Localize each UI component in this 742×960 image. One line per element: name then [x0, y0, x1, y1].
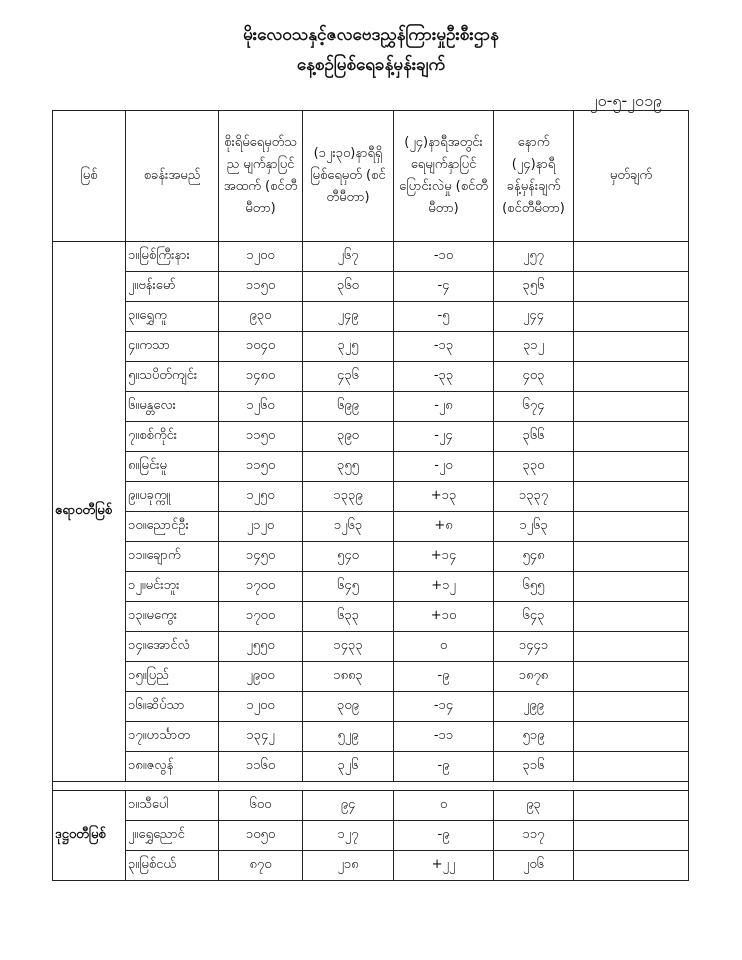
danger-level: ၂၉၀၀ — [219, 662, 303, 692]
current-level: ၆၄၅ — [303, 572, 394, 602]
remark — [574, 482, 689, 512]
remark — [574, 572, 689, 602]
table-row — [53, 851, 689, 881]
danger-level: ၁၁၆၀ — [219, 752, 303, 782]
station-name: ၁၈။ဇလွန် — [126, 752, 219, 782]
forecast-level: ၁၁၇ — [494, 821, 574, 851]
forecast-level: ၂၄၄ — [494, 302, 574, 332]
table-row — [53, 821, 689, 851]
danger-level: ၁၁၅၀ — [219, 422, 303, 452]
table-row — [53, 272, 689, 302]
level-change: +၁၀ — [394, 602, 494, 632]
table-row — [53, 242, 689, 272]
remark — [574, 692, 689, 722]
table-header-row — [53, 111, 689, 242]
level-change: ၀ — [394, 791, 494, 821]
remark — [574, 542, 689, 572]
station-name: ၁၃။မကွေး — [126, 602, 219, 632]
station-name: ၅။သပိတ်ကျင်း — [126, 362, 219, 392]
forecast-level: ၄၀၃ — [494, 362, 574, 392]
current-level: ၁၃၃၉ — [303, 482, 394, 512]
danger-level: ၁၁၅၀ — [219, 452, 303, 482]
river-name: ဒုဋ္ဌဝတီမြစ် — [53, 791, 126, 881]
table-row — [53, 572, 689, 602]
current-level: ၁၄၃၃ — [303, 632, 394, 662]
forecast-level: ၃၅၆ — [494, 272, 574, 302]
danger-level: ၂၁၂၀ — [219, 512, 303, 542]
forecast-level: ၃၆၆ — [494, 422, 574, 452]
river-level-table — [52, 110, 689, 881]
forecast-level: ၃၃၀ — [494, 452, 574, 482]
current-level: ၁၂၇ — [303, 821, 394, 851]
station-name: ၁၄။အောင်လံ — [126, 632, 219, 662]
report-title: နေ့စဉ်မြစ်ရေခန့်မှန်းချက် — [296, 55, 446, 75]
current-level: ၃၂၅ — [303, 332, 394, 362]
level-change: -၁၄ — [394, 692, 494, 722]
table-row — [53, 332, 689, 362]
forecast-level: ၆၄၃ — [494, 602, 574, 632]
header-river: မြစ် — [53, 111, 126, 242]
table-row — [53, 362, 689, 392]
current-level: ၃၂၆ — [303, 752, 394, 782]
forecast-level: ၅၁၉ — [494, 722, 574, 752]
header-station: စခန်းအမည် — [126, 111, 219, 242]
level-change: +၁၂ — [394, 572, 494, 602]
forecast-level: ၃၁၂ — [494, 332, 574, 362]
current-level: ၃၀၉ — [303, 692, 394, 722]
level-change: -၅ — [394, 302, 494, 332]
forecast-level: ၃၁၆ — [494, 752, 574, 782]
level-change: -၁၀ — [394, 242, 494, 272]
remark — [574, 242, 689, 272]
table-row — [53, 722, 689, 752]
current-level: ၂၄၉ — [303, 302, 394, 332]
current-level: ၂၆၇ — [303, 242, 394, 272]
danger-level: ၁၁၅၀ — [219, 272, 303, 302]
current-level: ၅၂၉ — [303, 722, 394, 752]
remark — [574, 632, 689, 662]
table-row — [53, 302, 689, 332]
forecast-level: ၅၄၈ — [494, 542, 574, 572]
current-level: ၄၃၆ — [303, 362, 394, 392]
level-change: -၂၈ — [394, 392, 494, 422]
remark — [574, 662, 689, 692]
header-current-level: (၁၂း၃၀)နာရီရှိ မြစ်ရေမှတ် (စင်တီမီတာ) — [303, 111, 394, 242]
remark — [574, 821, 689, 851]
report-date: ၂၀-၅-၂၀၁၉ — [589, 91, 662, 110]
remark — [574, 362, 689, 392]
level-change: -၂၀ — [394, 452, 494, 482]
remark — [574, 512, 689, 542]
danger-level: ၁၄၅၀ — [219, 542, 303, 572]
level-change: ၀ — [394, 632, 494, 662]
level-change: +၁၃ — [394, 482, 494, 512]
remark — [574, 752, 689, 782]
remark — [574, 851, 689, 881]
remark — [574, 602, 689, 632]
station-name: ၆။မန္တလေး — [126, 392, 219, 422]
station-name: ၁၂။မင်းဘူး — [126, 572, 219, 602]
danger-level: ၁၀၅၀ — [219, 821, 303, 851]
table-row — [53, 791, 689, 821]
current-level: ၁၈၈၃ — [303, 662, 394, 692]
table-row — [53, 392, 689, 422]
forecast-level: ၁၈၇၈ — [494, 662, 574, 692]
danger-level: ၂၅၅၀ — [219, 632, 303, 662]
station-name: ၁၆။ဆိပ်သာ — [126, 692, 219, 722]
station-name: ၃။မြစ်ငယ် — [126, 851, 219, 881]
station-name: ၃။ရွှေကူ — [126, 302, 219, 332]
forecast-level: ၁၂၆၃ — [494, 512, 574, 542]
level-change: -၉ — [394, 662, 494, 692]
station-name: ၂။ဗန်းမော် — [126, 272, 219, 302]
forecast-level: ၆၅၅ — [494, 572, 574, 602]
river-name: ဧရာဝတီမြစ် — [53, 242, 126, 782]
remark — [574, 791, 689, 821]
header-24h-change: (၂၄)နာရီအတွင်း ရေမျက်နှာပြင် ပြောင်းလဲမှု (စင်တီမီတာ) — [394, 111, 494, 242]
current-level: ၉၄ — [303, 791, 394, 821]
remark — [574, 452, 689, 482]
group-separator — [53, 782, 689, 791]
level-change: +၂၂ — [394, 851, 494, 881]
header-danger-level: စိုးရိမ်ရေမှတ်သည မျက်နှာပြင် အထက် (စင်တီမီတာ) — [219, 111, 303, 242]
station-name: ၁၁။ချောက် — [126, 542, 219, 572]
header-forecast: နောက် (၂၄)နာရီ ခန့်မှန်းချက် (စင်တီမီတာ) — [494, 111, 574, 242]
table-row — [53, 452, 689, 482]
station-name: ၁။မြစ်ကြီးနား — [126, 242, 219, 272]
level-change: -၁၃ — [394, 332, 494, 362]
level-change: +၁၄ — [394, 542, 494, 572]
table-row — [53, 632, 689, 662]
level-change: -၂၄ — [394, 422, 494, 452]
current-level: ၂၁၈ — [303, 851, 394, 881]
station-name: ၉။ပခုက္ကူ — [126, 482, 219, 512]
forecast-level: ၂၅၇ — [494, 242, 574, 272]
level-change: -၉ — [394, 752, 494, 782]
remark — [574, 332, 689, 362]
station-name: ၈။မြင်းမူ — [126, 452, 219, 482]
current-level: ၃၅၅ — [303, 452, 394, 482]
remark — [574, 272, 689, 302]
forecast-level: ၂၀၆ — [494, 851, 574, 881]
danger-level: ၁၂၀၀ — [219, 692, 303, 722]
table-row — [53, 422, 689, 452]
remark — [574, 392, 689, 422]
danger-level: ၆၀၀ — [219, 791, 303, 821]
forecast-level: ၁၄၄၁ — [494, 632, 574, 662]
station-name: ၁။သီပေါ — [126, 791, 219, 821]
remark — [574, 422, 689, 452]
danger-level: ၁၇၀၀ — [219, 572, 303, 602]
station-name: ၁၅။ပြည် — [126, 662, 219, 692]
station-name: ၂။ရွှေညောင် — [126, 821, 219, 851]
table-row — [53, 692, 689, 722]
level-change: +၈ — [394, 512, 494, 542]
current-level: ၁၂၆၃ — [303, 512, 394, 542]
danger-level: ၉၃၀ — [219, 302, 303, 332]
forecast-level: ၆၇၄ — [494, 392, 574, 422]
danger-level: ၁၄၈၀ — [219, 362, 303, 392]
current-level: ၆၃၃ — [303, 602, 394, 632]
danger-level: ၈၇၀ — [219, 851, 303, 881]
current-level: ၆၉၉ — [303, 392, 394, 422]
remark — [574, 722, 689, 752]
table-row — [53, 752, 689, 782]
level-change: -၄ — [394, 272, 494, 302]
table-row — [53, 662, 689, 692]
table-row — [53, 512, 689, 542]
level-change: -၉ — [394, 821, 494, 851]
table-row — [53, 482, 689, 512]
station-name: ၇။စစ်ကိုင်း — [126, 422, 219, 452]
danger-level: ၁၀၄၀ — [219, 332, 303, 362]
current-level: ၃၆၀ — [303, 272, 394, 302]
forecast-level: ၂၉၉ — [494, 692, 574, 722]
danger-level: ၁၂၅၀ — [219, 482, 303, 512]
forecast-level: ၉၃ — [494, 791, 574, 821]
current-level: ၃၉၀ — [303, 422, 394, 452]
level-change: -၁၁ — [394, 722, 494, 752]
table-row — [53, 542, 689, 572]
group-separator-cell — [53, 782, 689, 791]
header-remarks: မှတ်ချက် — [574, 111, 689, 242]
current-level: ၅၄၀ — [303, 542, 394, 572]
station-name: ၁၇။ဟင်္သာတ — [126, 722, 219, 752]
forecast-level: ၁၃၃၇ — [494, 482, 574, 512]
station-name: ၄။ကသာ — [126, 332, 219, 362]
danger-level: ၁၃၄၂ — [219, 722, 303, 752]
table-row — [53, 602, 689, 632]
remark — [574, 302, 689, 332]
level-change: -၃၃ — [394, 362, 494, 392]
danger-level: ၁၂၀၀ — [219, 242, 303, 272]
danger-level: ၁၂၆၀ — [219, 392, 303, 422]
department-title: မိုးလေဝသနှင့်ဇလဗေဒညွှန်ကြားမှုဦးစီးဌာန — [243, 25, 499, 45]
danger-level: ၁၇၀၀ — [219, 602, 303, 632]
station-name: ၁၀။ညောင်ဦး — [126, 512, 219, 542]
